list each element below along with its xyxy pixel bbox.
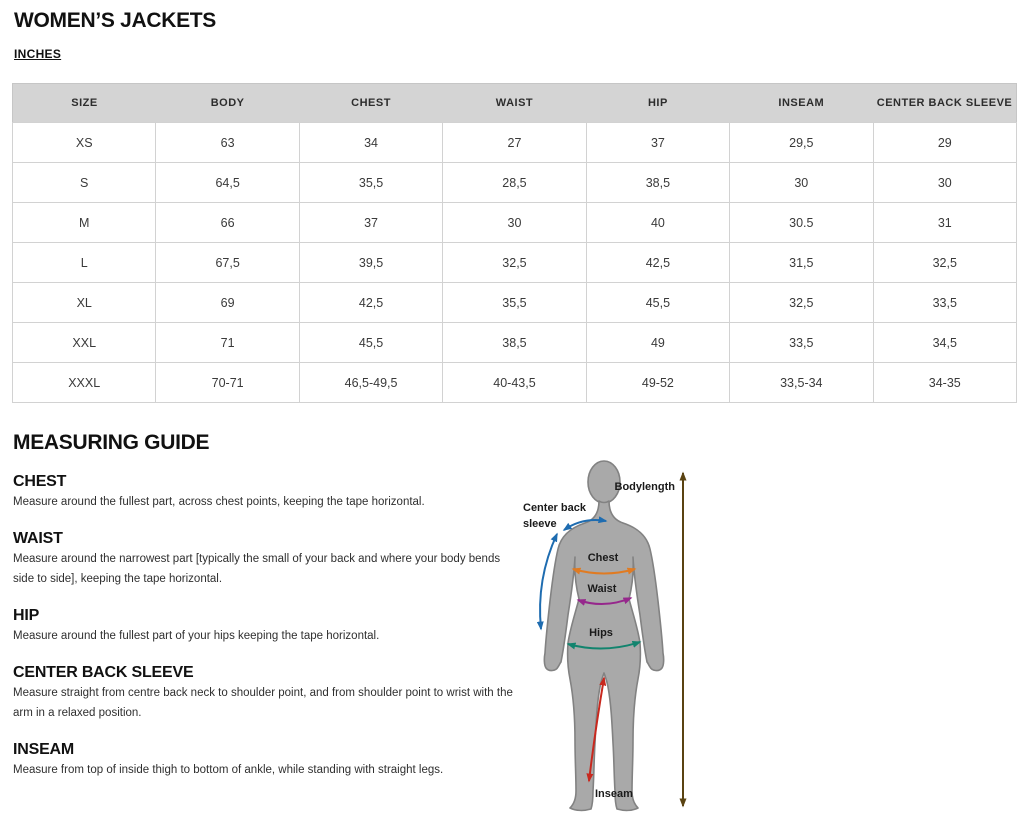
- measurement-cell: 27: [443, 123, 586, 163]
- waist-label: Waist: [587, 583, 617, 595]
- guide-text-waist: Measure around the narrowest part [typically the small of your back and where your body bends side to side], keeping the tape horizontal.: [13, 553, 501, 585]
- measurement-cell: 45,5: [586, 283, 729, 323]
- chest-label: Chest: [587, 552, 619, 564]
- guide-text-center-back-sleeve: Measure straight from centre back neck to shoulder point, and from shoulder point to wrist with the arm in a relaxed position.: [13, 687, 513, 719]
- table-row-xl: [13, 283, 1017, 323]
- measurement-cell: 32,5: [730, 283, 873, 323]
- measurement-cell: 30: [443, 203, 586, 243]
- page-title: WOMEN’S JACKETS: [14, 9, 217, 32]
- guide-heading-waist: WAIST: [13, 530, 63, 547]
- measurement-cell: 69: [156, 283, 299, 323]
- measuring-guide-title: MEASURING GUIDE: [13, 431, 210, 454]
- size-label-cell: M: [13, 203, 156, 243]
- body-torso: [544, 501, 663, 810]
- guide-text-chest: Measure around the fullest part, across chest points, keeping the tape horizontal.: [13, 496, 425, 508]
- measurement-cell: 34-35: [873, 363, 1016, 403]
- measurement-cell: 30: [730, 163, 873, 203]
- column-header-chest: CHEST: [299, 84, 442, 123]
- measurement-cell: 32,5: [873, 243, 1016, 283]
- bodylength-label: Bodylength: [614, 481, 675, 493]
- guide-section-inseam: [13, 742, 518, 780]
- measurement-cell: 34,5: [873, 323, 1016, 363]
- header-row: [13, 84, 1017, 123]
- measurement-cell: 33,5: [873, 283, 1016, 323]
- column-header-size: SIZE: [13, 84, 156, 123]
- inches-unit-link[interactable]: INCHES: [14, 47, 62, 61]
- measurement-cell: 49-52: [586, 363, 729, 403]
- measurement-cell: 70-71: [156, 363, 299, 403]
- measurement-cell: 42,5: [299, 283, 442, 323]
- size-label-cell: XXL: [13, 323, 156, 363]
- column-header-inseam: INSEAM: [730, 84, 873, 123]
- measurement-cell: 63: [156, 123, 299, 163]
- measuring-diagram: [513, 459, 698, 813]
- column-header-body: BODY: [156, 84, 299, 123]
- size-label-cell: XS: [13, 123, 156, 163]
- measurement-cell: 40: [586, 203, 729, 243]
- guide-heading-center-back-sleeve: CENTER BACK SLEEVE: [13, 664, 194, 681]
- measurement-cell: 71: [156, 323, 299, 363]
- measurement-cell: 42,5: [586, 243, 729, 283]
- measurement-cell: 46,5-49,5: [299, 363, 442, 403]
- measurement-cell: 38,5: [586, 163, 729, 203]
- measurement-cell: 31,5: [730, 243, 873, 283]
- measurement-cell: 34: [299, 123, 442, 163]
- measurement-cell: 32,5: [443, 243, 586, 283]
- table-row-m: [13, 203, 1017, 243]
- guide-heading-chest: CHEST: [13, 473, 67, 490]
- guide-section-center-back-sleeve: [13, 665, 518, 723]
- measurement-cell: 38,5: [443, 323, 586, 363]
- measurement-cell: 29: [873, 123, 1016, 163]
- table-row-s: [13, 163, 1017, 203]
- table-row-l: [13, 243, 1017, 283]
- table-row-xs: [13, 123, 1017, 163]
- size-label-cell: XXXL: [13, 363, 156, 403]
- measurement-cell: 67,5: [156, 243, 299, 283]
- center-back-sleeve-label: Center back: [523, 502, 586, 514]
- measuring-guide-sections: [13, 474, 518, 780]
- center-back-sleeve-label: sleeve: [523, 518, 557, 530]
- size-chart-page: [0, 9, 1024, 813]
- guide-section-hip: [13, 608, 518, 646]
- measurement-cell: 49: [586, 323, 729, 363]
- guide-heading-inseam: INSEAM: [13, 741, 75, 758]
- guide-text-inseam: Measure from top of inside thigh to bottom of ankle, while standing with straight legs.: [13, 764, 444, 776]
- size-table: [12, 83, 1017, 403]
- inseam-label: Inseam: [595, 788, 633, 800]
- column-header-waist: WAIST: [443, 84, 586, 123]
- size-label-cell: S: [13, 163, 156, 203]
- size-label-cell: L: [13, 243, 156, 283]
- guide-text-hip: Measure around the fullest part of your hips keeping the tape horizontal.: [13, 630, 380, 642]
- measurement-cell: 28,5: [443, 163, 586, 203]
- guide-section-chest: [13, 474, 518, 512]
- measurement-cell: 30: [873, 163, 1016, 203]
- measurement-cell: 33,5: [730, 323, 873, 363]
- measurement-cell: 37: [586, 123, 729, 163]
- measurement-cell: 31: [873, 203, 1016, 243]
- column-header-hip: HIP: [586, 84, 729, 123]
- measurement-cell: 37: [299, 203, 442, 243]
- measurement-cell: 39,5: [299, 243, 442, 283]
- measurement-cell: 66: [156, 203, 299, 243]
- measurement-cell: 64,5: [156, 163, 299, 203]
- measurement-cell: 35,5: [443, 283, 586, 323]
- table-row-xxxl: [13, 363, 1017, 403]
- measurement-cell: 35,5: [299, 163, 442, 203]
- column-header-center-back-sleeve: CENTER BACK SLEEVE: [873, 84, 1016, 123]
- table-row-xxl: [13, 323, 1017, 363]
- measurement-cell: 40-43,5: [443, 363, 586, 403]
- measurement-cell: 45,5: [299, 323, 442, 363]
- measurement-cell: 33,5-34: [730, 363, 873, 403]
- size-table-header: [13, 84, 1017, 123]
- measurement-cell: 29,5: [730, 123, 873, 163]
- guide-section-waist: [13, 531, 518, 589]
- hips-label: Hips: [589, 627, 613, 639]
- guide-heading-hip: HIP: [13, 607, 40, 624]
- size-label-cell: XL: [13, 283, 156, 323]
- measurement-cell: 30.5: [730, 203, 873, 243]
